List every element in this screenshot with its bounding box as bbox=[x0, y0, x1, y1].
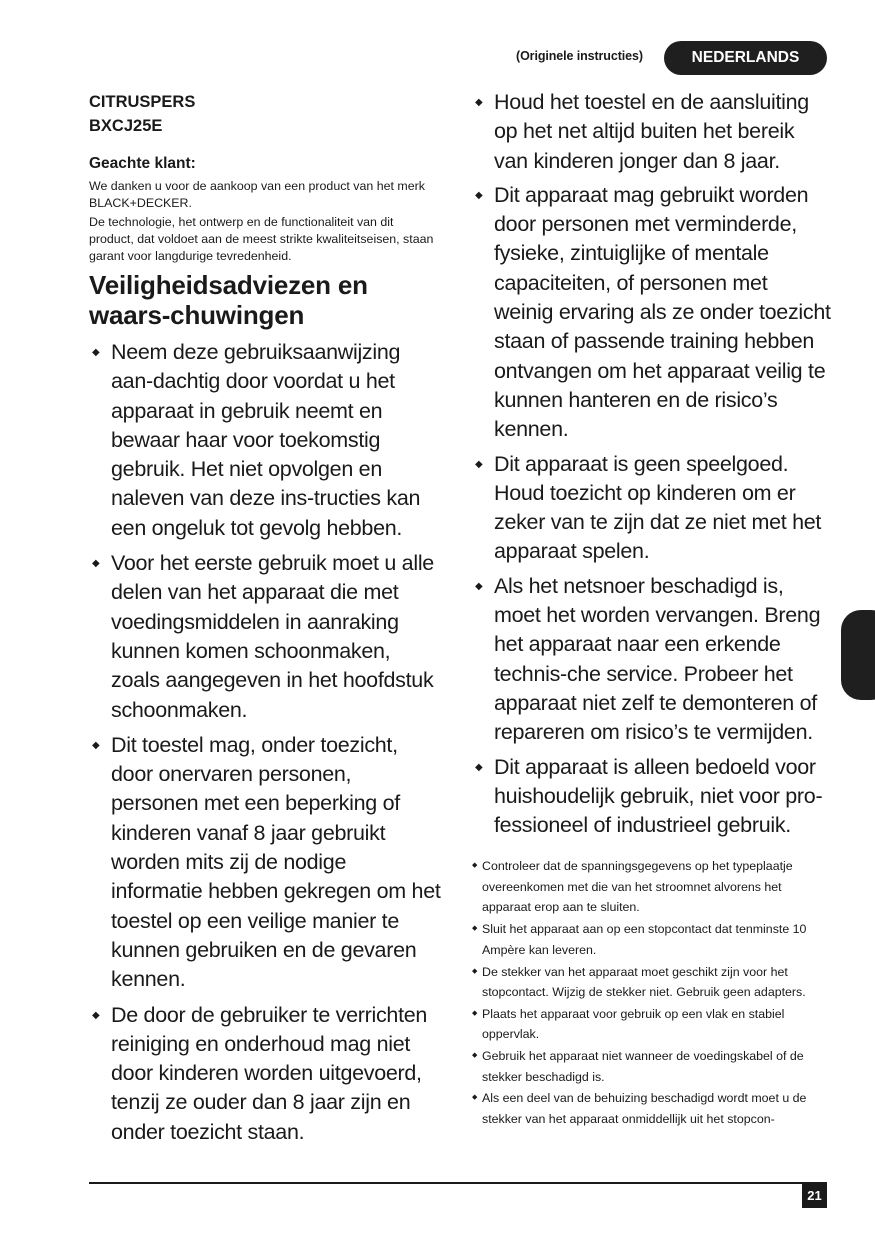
list-item: ◆ Sluit het apparaat aan op een stopcontact dat tenminste 10 Ampère kan leveren. bbox=[472, 919, 832, 960]
right-safety-list bbox=[472, 88, 832, 840]
list-item: ◆ Voor het eerste gebruik moet u alle delen van het apparaat die met voedingsmiddelen in aanraking kunnen komen schoonmaken, zoals aangegeven in het hoofdstuk schoonmaken. bbox=[89, 549, 441, 725]
right-column bbox=[472, 88, 832, 1129]
list-item: ◆ Controleer dat de spanningsgegevens op het typeplaatje overeenkomen met die van het stroomnet alvorens het apparaat erop aan te sluiten. bbox=[472, 856, 832, 918]
list-item: ◆ Dit apparaat mag gebruikt worden door personen met verminderde, fysieke, zintuiglijke of mentale capaciteiten, of personen met weinig ervaring als ze onder toezicht staan of passende training hebben ontvangen om het apparaat veilig te kunnen hanteren en de risico’s kennen. bbox=[472, 181, 832, 445]
header-note: (Originele instructies) bbox=[516, 49, 643, 63]
list-item: ◆ De stekker van het apparaat moet geschikt zijn voor het stopcontact. Wijzig de stekker niet. Gebruik geen adapters. bbox=[472, 962, 832, 1003]
greeting: Geachte klant: bbox=[89, 155, 196, 172]
list-item: ◆ Dit apparaat is geen speelgoed. Houd toezicht op kinderen om er zeker van te zijn dat ze niet met het apparaat spelen. bbox=[472, 450, 832, 567]
small-safety-list bbox=[472, 856, 832, 1129]
list-item: ◆ De door de gebruiker te verrichten reiniging en onderhoud mag niet door kinderen worden uitgevoerd, tenzij ze ouder dan 8 jaar zijn en onder toezicht staan. bbox=[89, 1001, 441, 1147]
section-title: Veiligheidsadviezen en waars-chuwingen bbox=[89, 270, 368, 330]
list-item: ◆ Neem deze gebruiksaanwijzing aan-dachtig door voordat u het apparaat in gebruik neemt en bewaar haar voor toekomstig gebruik. Het niet opvolgen en naleven van deze ins-tructies kan een ongeluk tot gevolg hebben. bbox=[89, 338, 441, 543]
intro-paragraph-1: We danken u voor de aankoop van een product van het merk BLACK+DECKER. bbox=[89, 179, 425, 210]
footer-divider bbox=[89, 1182, 827, 1184]
list-item: ◆ Dit apparaat is alleen bedoeld voor huishoudelijk gebruik, niet voor pro-fessioneel of industrieel gebruik. bbox=[472, 753, 832, 841]
product-name: CITRUSPERS bbox=[89, 93, 196, 111]
list-item: ◆ Als een deel van de behuizing beschadigd wordt moet u de stekker van het apparaat onmiddellijk uit het stopcon- bbox=[472, 1088, 832, 1129]
list-item: ◆ Houd het toestel en de aansluiting op het net altijd buiten het bereik van kinderen jonger dan 8 jaar. bbox=[472, 88, 832, 176]
list-item: ◆ Dit toestel mag, onder toezicht, door onervaren personen, personen met een beperking of kinderen vanaf 8 jaar gebruikt worden mits zij de nodige informatie hebben gekregen om het toestel op een veilige manier te kunnen gebruiken en de gevaren kennen. bbox=[89, 731, 441, 995]
side-language-tab bbox=[841, 610, 875, 700]
page-number: 21 bbox=[802, 1184, 827, 1208]
language-badge: NEDERLANDS bbox=[664, 41, 827, 75]
left-safety-list bbox=[89, 338, 441, 1147]
product-model: BXCJ25E bbox=[89, 117, 163, 135]
list-item: ◆ Als het netsnoer beschadigd is, moet het worden vervangen. Breng het apparaat naar een erkende technis-che service. Probeer het apparaat niet zelf te demonteren of repareren om risico’s te vermijden. bbox=[472, 572, 832, 748]
intro-paragraph-2: De technologie, het ontwerp en de functionaliteit van dit product, dat voldoet aan de meest strikte kwaliteitseisen, staan garant voor langdurige tevredenheid. bbox=[89, 215, 434, 263]
left-column bbox=[89, 90, 441, 1147]
list-item: ◆ Gebruik het apparaat niet wanneer de voedingskabel of de stekker beschadigd is. bbox=[472, 1046, 832, 1087]
list-item: ◆ Plaats het apparaat voor gebruik op een vlak en stabiel oppervlak. bbox=[472, 1004, 832, 1045]
